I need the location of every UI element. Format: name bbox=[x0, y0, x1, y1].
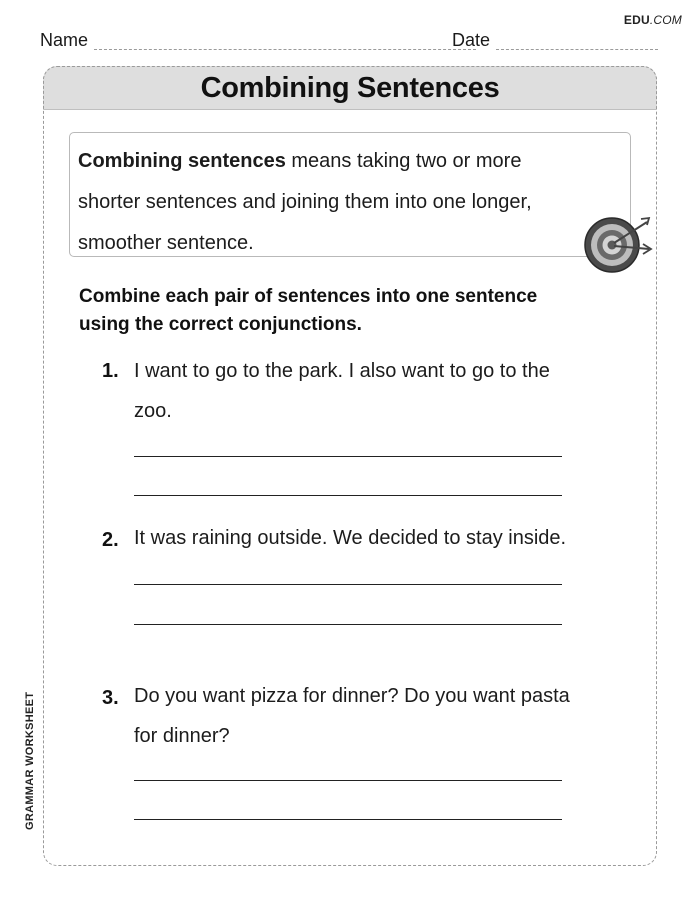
answer-line[interactable] bbox=[134, 456, 562, 457]
definition-line-1-rest: means taking two or more bbox=[285, 150, 522, 172]
date-field[interactable] bbox=[496, 49, 658, 50]
answer-line[interactable] bbox=[134, 495, 562, 496]
question-text-line-2: zoo. bbox=[134, 400, 172, 422]
page-title: Combining Sentences bbox=[200, 71, 500, 104]
definition-line-2: shorter sentences and joining them into one longer, bbox=[78, 191, 532, 213]
instructions-line-2: using the correct conjunctions. bbox=[79, 314, 362, 335]
brand-bold: EDU bbox=[623, 13, 650, 27]
definition-box bbox=[69, 132, 631, 257]
question-text-line-2: for dinner? bbox=[134, 725, 230, 747]
question-text bbox=[134, 676, 614, 756]
date-label: Date bbox=[452, 30, 491, 50]
question-number: 2. bbox=[102, 529, 119, 551]
question-text-line-1: It was raining outside. We decided to stay inside. bbox=[134, 527, 567, 549]
question-text bbox=[134, 351, 614, 431]
question-number: 1. bbox=[102, 360, 119, 382]
brand-logo bbox=[624, 13, 682, 27]
answer-line[interactable] bbox=[134, 780, 562, 781]
answer-line[interactable] bbox=[134, 584, 562, 585]
brand-suffix: .COM bbox=[649, 13, 682, 27]
name-date-row bbox=[40, 30, 660, 52]
side-label: GRAMMAR WORKSHEET bbox=[24, 691, 36, 830]
answer-line[interactable] bbox=[134, 624, 562, 625]
answer-line[interactable] bbox=[134, 819, 562, 820]
question-number: 3. bbox=[102, 687, 119, 709]
question-text bbox=[134, 518, 614, 558]
name-field[interactable] bbox=[94, 49, 476, 50]
definition-line-3: smoother sentence. bbox=[78, 232, 254, 254]
instructions-line-1: Combine each pair of sentences into one sentence bbox=[79, 286, 538, 307]
question-text-line-1: I want to go to the park. I also want to go to the bbox=[134, 360, 550, 382]
definition-line-1 bbox=[78, 141, 620, 182]
instructions bbox=[79, 283, 639, 339]
question-text-line-1: Do you want pizza for dinner? Do you want pasta bbox=[134, 685, 570, 707]
name-label: Name bbox=[40, 30, 89, 50]
definition-term: Combining sentences bbox=[78, 150, 286, 172]
target-icon bbox=[581, 207, 655, 281]
title-bar bbox=[43, 66, 657, 110]
